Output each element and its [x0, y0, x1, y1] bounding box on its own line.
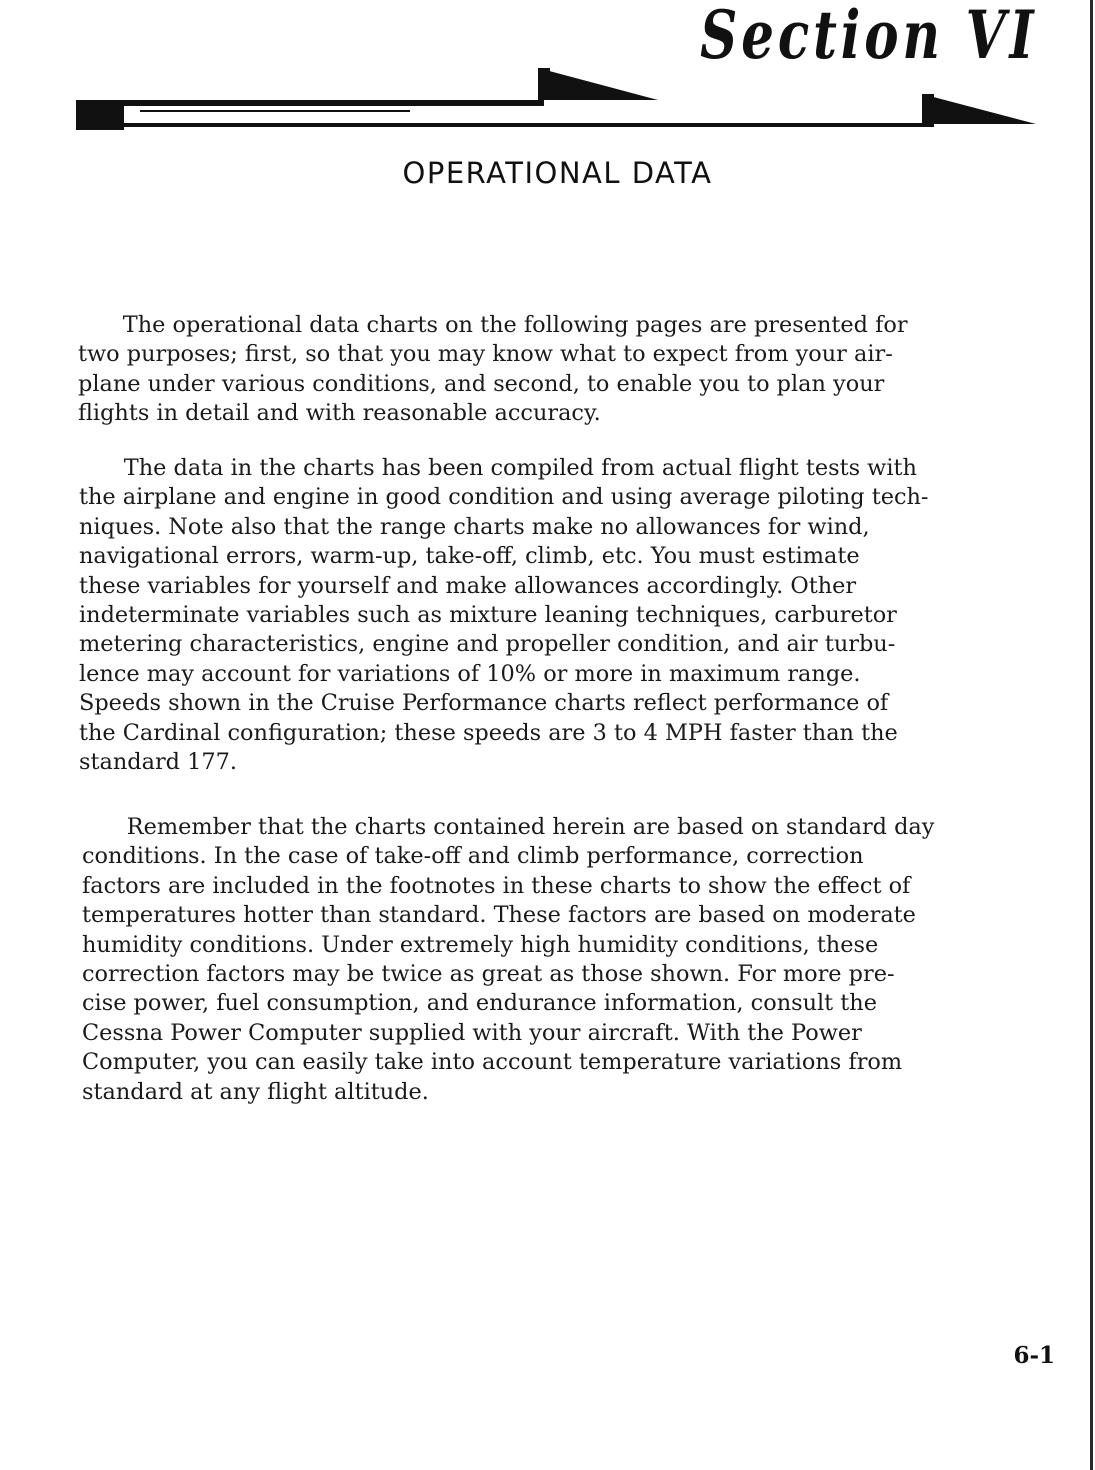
paragraph-line: standard at any flight altitude.: [82, 1078, 429, 1105]
header-rule-thin: [140, 110, 410, 112]
page-number: 6-1: [1013, 1342, 1055, 1369]
paragraph-line: navigational errors, warm-up, take-off, climb, etc. You must estimate: [79, 543, 860, 570]
paragraph-line: these variables for yourself and make allowances accordingly. Other: [79, 572, 857, 599]
paragraph-line: correction factors may be twice as great as those shown. For more pre-: [82, 961, 895, 988]
page-heading: OPERATIONAL DATA: [402, 156, 713, 190]
paragraph-line: cise power, fuel consumption, and endurance information, consult the: [82, 990, 877, 1017]
paragraph-line: factors are included in the footnotes in these charts to show the effect of: [82, 872, 911, 899]
header-rule-block: [76, 100, 124, 130]
header-arrow-left: [538, 68, 658, 100]
paragraph-3: [82, 813, 934, 1107]
header-rule-top: [124, 100, 544, 106]
paragraph-line: temperatures hotter than standard. These factors are based on moderate: [82, 902, 916, 929]
paragraph-line: flights in detail and with reasonable accuracy.: [78, 400, 601, 427]
paragraph-line: metering characteristics, engine and propeller condition, and air turbu-: [79, 631, 896, 658]
paragraph-line: The operational data charts on the following pages are presented for: [78, 312, 908, 338]
paragraph-line: lence may account for variations of 10% or more in maximum range.: [79, 660, 861, 687]
paragraph-line: Computer, you can easily take into account temperature variations from: [82, 1049, 903, 1076]
paragraph-line: Cessna Power Computer supplied with your aircraft. With the Power: [82, 1019, 862, 1046]
header-rule-bottom: [124, 123, 924, 127]
paragraph-line: Remember that the charts contained herein are based on standard day: [82, 814, 935, 840]
paragraph-2: [79, 454, 928, 777]
paragraph-line: plane under various conditions, and second, to enable you to plan your: [78, 370, 885, 397]
paragraph-line: conditions. In the case of take-off and climb performance, correction: [82, 843, 864, 870]
section-title: Section VI: [699, 0, 1037, 74]
paragraph-line: humidity conditions. Under extremely high humidity conditions, these: [82, 931, 879, 958]
paragraph-line: the Cardinal configuration; these speeds are 3 to 4 MPH faster than the: [79, 719, 898, 746]
paragraph-line: standard 177.: [79, 749, 237, 776]
paragraph-line: The data in the charts has been compiled from actual flight tests with: [79, 455, 917, 481]
header-arrow-right: [922, 94, 1036, 124]
paragraph-line: indeterminate variables such as mixture leaning techniques, carburetor: [79, 602, 897, 629]
paragraph-line: Speeds shown in the Cruise Performance charts reflect performance of: [79, 690, 889, 717]
paragraph-1: [78, 311, 908, 429]
paragraph-line: two purposes; first, so that you may know what to expect from your air-: [78, 341, 893, 368]
paragraph-line: niques. Note also that the range charts make no allowances for wind,: [79, 513, 870, 540]
paragraph-line: the airplane and engine in good condition and using average piloting tech-: [79, 484, 929, 511]
scan-edge-line: [1090, 0, 1093, 1470]
